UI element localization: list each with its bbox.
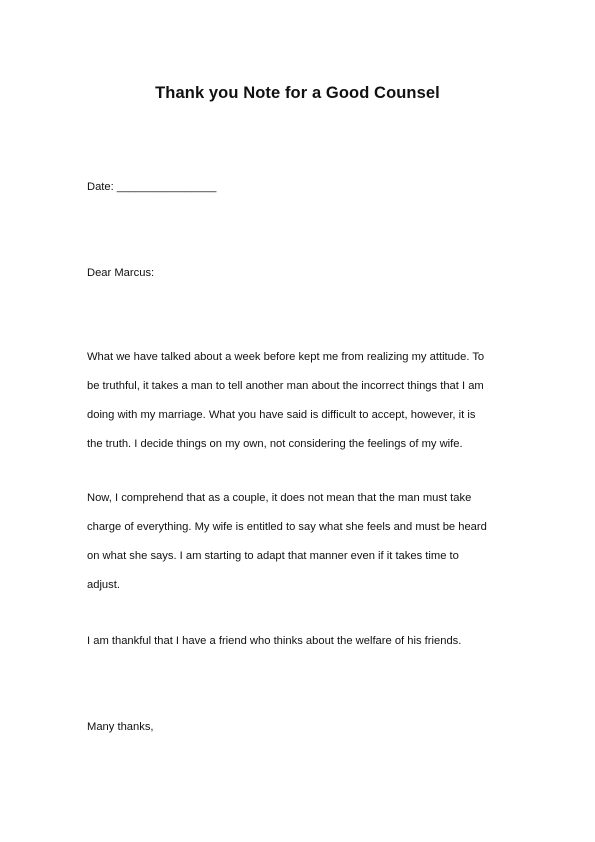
salutation: Dear Marcus:: [87, 267, 155, 279]
paragraph-line: doing with my marriage. What you have said is difficult to accept, however, it is: [87, 409, 476, 421]
paragraph-line: charge of everything. My wife is entitled to say what she feels and must be heard: [87, 521, 487, 533]
paragraph-line: Now, I comprehend that as a couple, it does not mean that the man must take: [87, 492, 472, 504]
paragraph-line: I am thankful that I have a friend who thinks about the welfare of his friends.: [87, 635, 462, 647]
paragraph-line: the truth. I decide things on my own, not considering the feelings of my wife.: [87, 438, 463, 450]
paragraph-line: be truthful, it takes a man to tell another man about the incorrect things that I am: [87, 380, 484, 392]
paragraph-line: What we have talked about a week before kept me from realizing my attitude. To: [87, 351, 485, 363]
date-line: Date: ________________: [87, 181, 217, 193]
closing: Many thanks,: [87, 721, 154, 733]
document-title: Thank you Note for a Good Counsel: [155, 84, 440, 102]
paragraph-line: on what she says. I am starting to adapt that manner even if it takes time to: [87, 550, 459, 562]
paragraph-line: adjust.: [87, 579, 120, 591]
